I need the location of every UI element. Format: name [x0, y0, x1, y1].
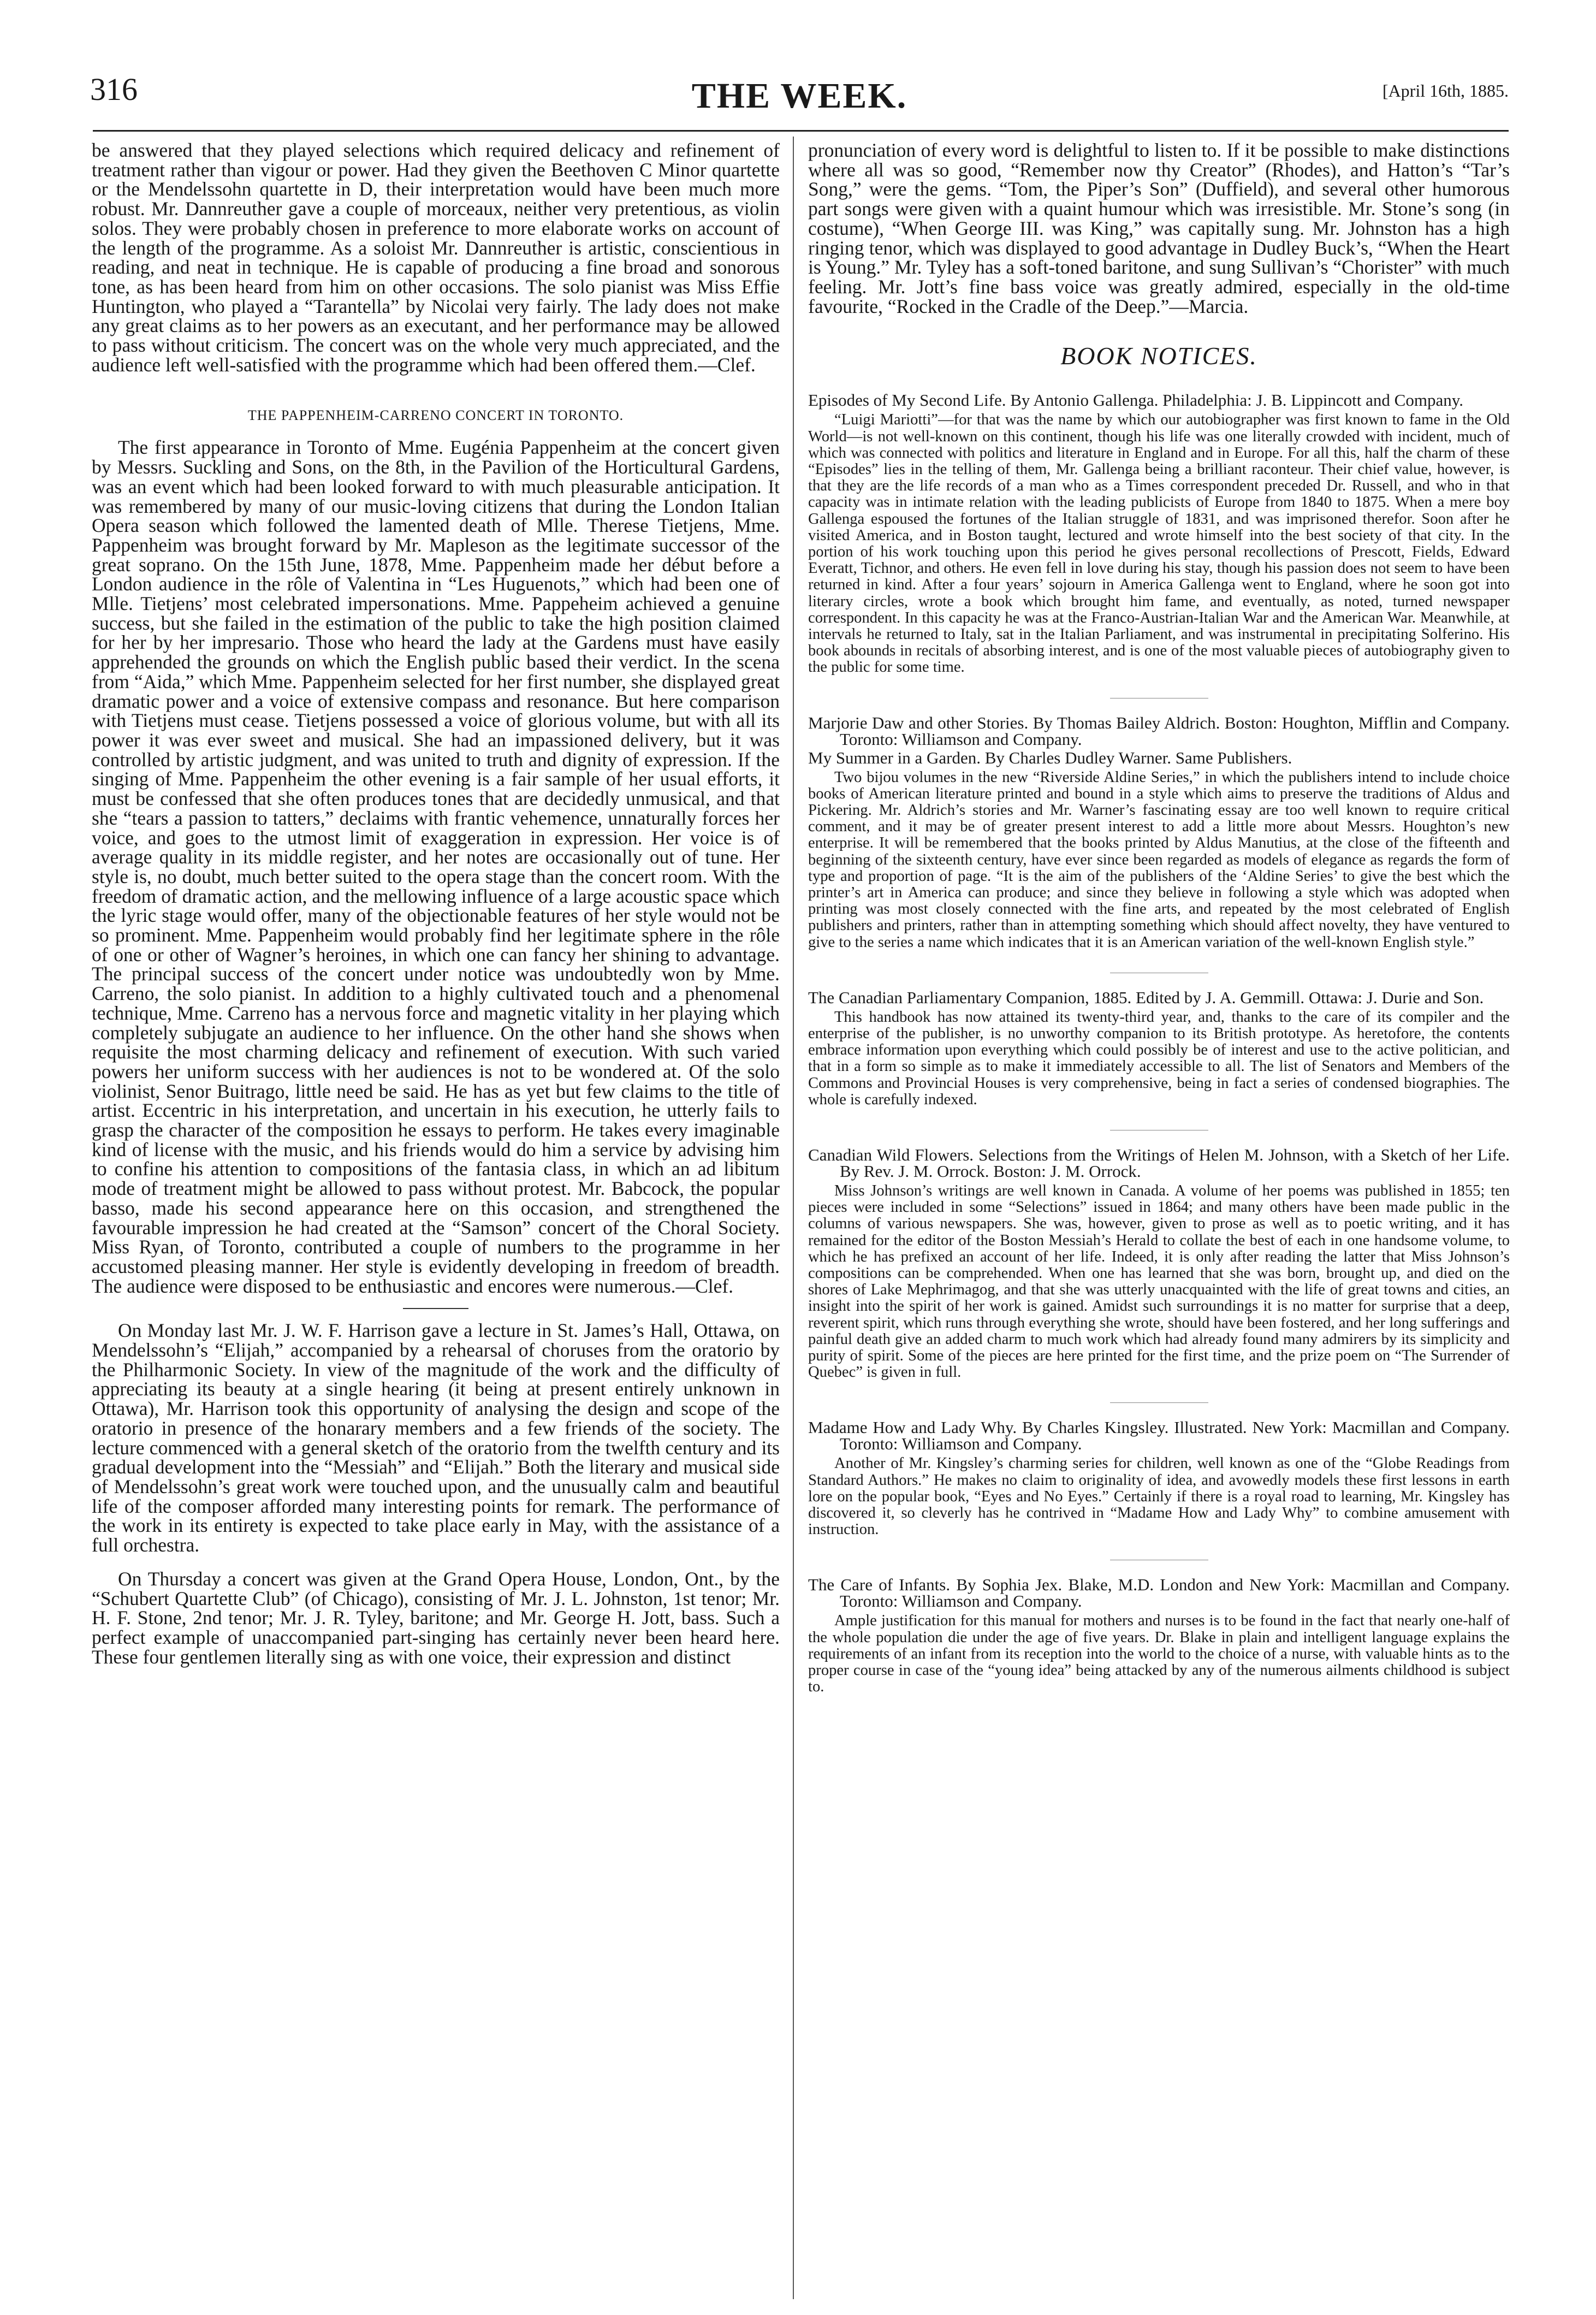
review-item — [808, 715, 1510, 951]
review-body: Ample justification for this manual for mothers and nurses is to be found in the fact that nearly one-half of the whole population die under the age of five years. Dr. Blake in plain and intelligent language explains the requirements of an infant from its reception into the world to the choice of a nurse, with valuable hints as to the proper course in case of the “young idea” being attacked by any of the numerous ailments childhood is subject to. — [808, 1612, 1510, 1696]
review-heading: Episodes of My Second Life. By Antonio Gallenga. Philadelphia: J. B. Lippincott and Company. — [808, 390, 1463, 410]
review-heading-secondary: My Summer in a Garden. By Charles Dudley Warner. Same Publishers. — [808, 748, 1292, 767]
book-notices-title: BOOK NOTICES. — [1060, 342, 1257, 370]
review-body: Miss Johnson’s writings are well known in Canada. A volume of her poems was published in 1855; ten pieces were included in some “Selections” issued in 1864; and many others have been made public in the columns of various newspapers. She was, however, given to prose as well as to poetic writing, and it has remained for the editor of the Boston Messiah’s Herald to collate the best of each in one handsome volume, to which he has prefixed an account of her life. Indeed, it is only after reading the latter that Miss Johnson’s compositions can be comprehended. When one has learned that she was born, brought up, and died on the shores of Lake Mephrimagog, and that she was utterly unacquainted with the life of great towns and cities, an insight into the spirit of her work is gained. Amidst such surroundings it is no matter for surprise that a deep, reverent spirit, which runs through everything she wrote, should have been fostered, and her long sufferings and painful death give an added charm to much work which had already found many admirers by its simplicity and purity of spirit. Some of the pieces are here printed for the first time, and the prize poem on “The Surrender of Quebec” is given in full. — [808, 1182, 1510, 1381]
column-divider — [793, 137, 794, 2299]
header-rule — [93, 130, 1509, 132]
review-heading: Canadian Wild Flowers. Selections from the Writings of Helen M. Johnson, with a Sketch of her Life. By Rev. J. M. Orrock. Boston: J. M. Orrock. — [808, 1145, 1510, 1181]
left-column — [92, 141, 780, 1667]
london-article: On Thursday a concert was given at the Grand Opera House, London, Ont., by the “Schubert Quartette Club” (of Chicago), consisting of Mr. J. L. Johnston, 1st tenor; Mr. H. F. Stone, 2nd tenor; Mr. J. R. Tyley, baritone; and Mr. George H. Jott, bass. Such a perfect example of unaccompanied part-singing has certainly never been heard here. These four gentlemen literally sing as with one voice, their expression and distinct — [92, 1567, 780, 1668]
review-heading: The Care of Infants. By Sophia Jex. Blake, M.D. London and New York: Macmillan and Company. Toronto: Williamson and Company. — [808, 1575, 1510, 1611]
review-item — [808, 1577, 1510, 1695]
review-body: This handbook has now attained its twenty-third year, and, thanks to the care of its compiler and the enterprise of the publisher, is no unworthy companion to its British prototype. As heretofore, the contents embrace information upon everything which could possibly be of interest and use to the active politician, and that in a form so simple as to make it immediately accessible to all. The list of Senators and Members of the Commons and Provincial Houses is very comprehensive, being in fact a series of condensed biographies. The whole is carefully indexed. — [808, 1008, 1510, 1108]
review-item — [808, 1419, 1510, 1538]
article-continuation-right: pronunciation of every word is delightful to listen to. If it be possible to make distinctions where all was so good, “Remember now thy Creator” (Rhodes), and Hatton’s “Tar’s Song,” were the gems. “Tom, the Piper’s Son” (Duffield), and several other humorous part songs were given with a quaint humour which was irresistible. Mr. Stone’s song (in costume), “When George III. was King,” was capitally sung. Mr. Johnston has a high ringing tenor, which was displayed to good advantage in Dudley Buck’s, “When the Heart is Young.” Mr. Tyley has a soft-toned baritone, and sung Sullivan’s “Chorister” with much feeling. Mr. Jott’s fine bass voice was greatly admired, especially in the old-time favourite, “Rocked in the Cradle of the Deep.”—Marcia. — [808, 139, 1510, 317]
right-column — [808, 141, 1510, 1712]
review-body: Two bijou volumes in the new “Riverside Aldine Series,” in which the publishers intend to include choice books of American literature printed and bound in a style which aims to preserve the traditions of Aldus and Pickering. Mr. Aldrich’s stories and Mr. Warner’s fascinating essay are too well known to require critical comment, and it may be of greater present interest to add a little more about Messrs. Houghton’s new enterprise. It will be remembered that the books printed by Aldus Manutius, at the close of the fifteenth and beginning of the sixteenth century, have ever since been regarded as models of elegance as regards the form of type and proportion of page. “It is the aim of the publishers of the ‘Aldine Series’ to give the best which the printer’s art in America can produce; and since they believe in following a style which was adopted when printing was most closely connected with the fine arts, and repeated by the most celebrated of English publishers and printers, rather than in attempting something which should affect novelty, they have ventured to give to the series a name which indicates that it is an American variation of the well-known English style.” — [808, 768, 1510, 951]
review-body: Another of Mr. Kingsley’s charming series for children, well known as one of the “Globe Readings from Standard Authors.” He makes no claim to originality of idea, and avowedly models these first lessons in earth lore on the popular book, “Eyes and No Eyes.” Certainly if there is a royal road to learning, Mr. Kingsley has discovered it, so cleverly has he contrived in “Madame How and Lady Why” to combine amusement with instruction. — [808, 1455, 1510, 1538]
review-heading: The Canadian Parliamentary Companion, 1885. Edited by J. A. Gemmill. Ottawa: J. Durie and Son. — [808, 987, 1484, 1007]
review-body: “Luigi Mariotti”—for that was the name by which our autobiographer was first known to fame in the Old World—is not well-known on this continent, though his life was one literally crowded with incident, much of which was connected with politics and literature in England and in Europe. For all this, half the charm of these “Episodes” lies in the telling of them, Mr. Gallenga being a brilliant raconteur. Their chief value, however, is that they are the life records of a man who as a Times correspondent preceded Dr. Russell, and who in that capacity was in intimate relation with the leading publicists of Europe from 1840 to 1875. When a mere boy Gallenga espoused the fortunes of the Italian struggle of 1831, and was imprisoned therefor. Soon after he visited America, and in Boston taught, lectured and wrote himself into the best society of that city. In the portion of his work touching upon this period he gives personal recollections of Prescott, Fields, Edward Everatt, Tichnor, and others. He even fell in love during his stay, though his passion does not seem to have been returned in kind. After a four years’ sojourn in America Gallenga went to England, where he soon got into literary circles, wrote a book which brought him fame, and eventually, as noted, turned newspaper correspondent. In this capacity he was at the Franco-Austrian-Italian War and the American War. Meanwhile, at intervals he returned to Italy, sat in the Italian Parliament, and was instrumental in precipitating Solferino. His book abounds in recitals of absorbing interest, and is one of the most valuable pieces of autobiography given to the public for some time. — [808, 411, 1510, 676]
divider — [1110, 1402, 1208, 1403]
divider — [403, 1308, 468, 1309]
article-continuation: be answered that they played selections which required delicacy and refinement of treatment rather than vigour or power. Had they given the Beethoven C Minor quartette or the Mendelssohn quartette in D, their interpretation would have been much more robust. Mr. Dannreuther gave a couple of morceaux, neither very pretentious, as violin solos. They were probably chosen in preference to more elaborate works on account of the length of the programme. As a soloist Mr. Dannreuther is artistic, conscientious in reading, and neat in technique. He is capable of producing a fine broad and sonorous tone, as has been heard from him on other occasions. The solo pianist was Miss Effie Huntington, who played a “Tarantella” by Nicolai very fairly. The lady does not make any great claims as to her powers as an executant, and her performance may be allowed to pass without criticism. The concert was on the whole very much appreciated, and the audience left well-satisfied with the programme which had been offered them.—Clef. — [92, 139, 780, 376]
page-header — [90, 71, 1509, 120]
ottawa-article: On Monday last Mr. J. W. F. Harrison gave a lecture in St. James’s Hall, Ottawa, on Mendelssohn’s “Elijah,” accompanied by a rehearsal of choruses from the oratorio by the Philharmonic Society. In view of the magnitude of the work and the difficulty of appreciating its beauty at a single hearing (it being at present entirely unknown in Ottawa), Mr. Harrison took this opportunity of analysing the design and scope of the oratorio in presence of the honarary members and a few friends of the society. The lecture commenced with a general sketch of the oratorio from the twelfth century and its gradual development into the “Messiah” and “Elijah.” Both the literary and musical side of Mendelssohn’s great work were touched upon, and the unusually calm and beautiful life of the composer afforded many interesting points for remark. The performance of the work in its entirety is expected to take place early in May, with the assistance of a full orchestra. — [92, 1319, 780, 1556]
review-item — [808, 987, 1510, 1108]
review-heading: Marjorie Daw and other Stories. By Thomas Bailey Aldrich. Boston: Houghton, Mifflin and Company. Toronto: Williamson and Company. — [808, 713, 1510, 749]
review-heading: Madame How and Lady Why. By Charles Kingsley. Illustrated. New York: Macmillan and Company. Toronto: Williamson and Company. — [808, 1418, 1510, 1454]
page-number: 316 — [90, 72, 138, 107]
review-item — [808, 392, 1510, 676]
concert-article: The first appearance in Toronto of Mme. Eugénia Pappenheim at the concert given by Messrs. Suckling and Sons, on the 8th, in the Pavilion of the Horticultural Gardens, was an event which had been looked forward to with much pleasurable anticipation. It was remembered by many of our music-loving citizens that during the London Italian Opera season which followed the lamented death of Mlle. Therese Tietjens, Mme. Pappenheim was brought forward by Mr. Mapleson as the legitimate successor of the great soprano. On the 15th June, 1878, Mme. Pappenheim made her début before a London audience in the rôle of Valentina in “Les Huguenots,” which had been one of Mlle. Tietjens’ most celebrated impersonations. Mme. Pappeheim achieved a genuine success, but she failed in the estimation of the public to take the high position claimed for her by her impresario. Those who heard the lady at the Gardens must have easily apprehended the grounds on which the English public based their verdict. In the scena from “Aida,” which Mme. Pappenheim selected for her first number, she displayed great dramatic power and a voice of extensive compass and resonance. But here comparison with Tietjens must cease. Tietjens possessed a voice of glorious volume, but with all its power it was ever sweet and musical. She had an impassioned delivery, but it was controlled by artistic judgment, and was united to truth and dignity of expression. If the singing of Mme. Pappenheim the other evening is a fair sample of her usual efforts, it must be confessed that she often produces tones that are decidedly unmusical, and that she “tears a passion to tatters,” declaims with frantic vehemence, unnaturally forces her voice, and goes to the utmost limit of exaggeration in expression. Her voice is of average quality in its middle register, and her notes are occasionally out of tune. Her style is, no doubt, much better suited to the opera stage than the concert room. With the freedom of dramatic action, and the mellowing influence of a large acoustic space which the lyric stage would offer, many of the objectionable features of her style would not be so prominent. Mme. Pappenheim would probably find her legitimate sphere in the rôle of one or other of Wagner’s heroines, in which one can fancy her shining to advantage. The principal success of the concert under notice was undoubtedly won by Mme. Carreno, the solo pianist. In addition to a highly cultivated touch and a phenomenal technique, Mme. Carreno has a nervous force and magnetic vitality in her playing which completely subjugate an audience to her influence. On the other hand she shows when requisite the most charming delicacy and refinement of execution. With such varied powers her uniform success with her audiences is not to be wondered at. Of the solo violinist, Senor Buitrago, little need be said. He has as yet but few claims to the title of artist. Eccentric in his interpretation, and uncertain in his execution, he utterly fails to grasp the character of the composition he essays to perform. He takes every imaginable kind of license with the music, and his friends would do him a service by advising him to confine his attention to compositions of the fantasia class, in which an ad libitum mode of treatment might be allowed to pass without protest. Mr. Babcock, the popular basso, made his second appearance here on this occasion, and strengthened the favourable impression he had created at the “Samson” concert of the Choral Society. Miss Ryan, of Toronto, contributed a couple of numbers to the programme in her accustomed pleasing manner. Her style is evidently developing in freedom of breadth. The audience were disposed to be enthusiastic and encores were numerous.—Clef. — [92, 436, 780, 1297]
section-title: THE PAPPENHEIM-CARRENO CONCERT IN TORONTO. — [247, 407, 624, 424]
review-item — [808, 1147, 1510, 1381]
issue-date: [April 16th, 1885. — [1382, 81, 1509, 100]
masthead-title: THE WEEK. — [691, 76, 907, 116]
